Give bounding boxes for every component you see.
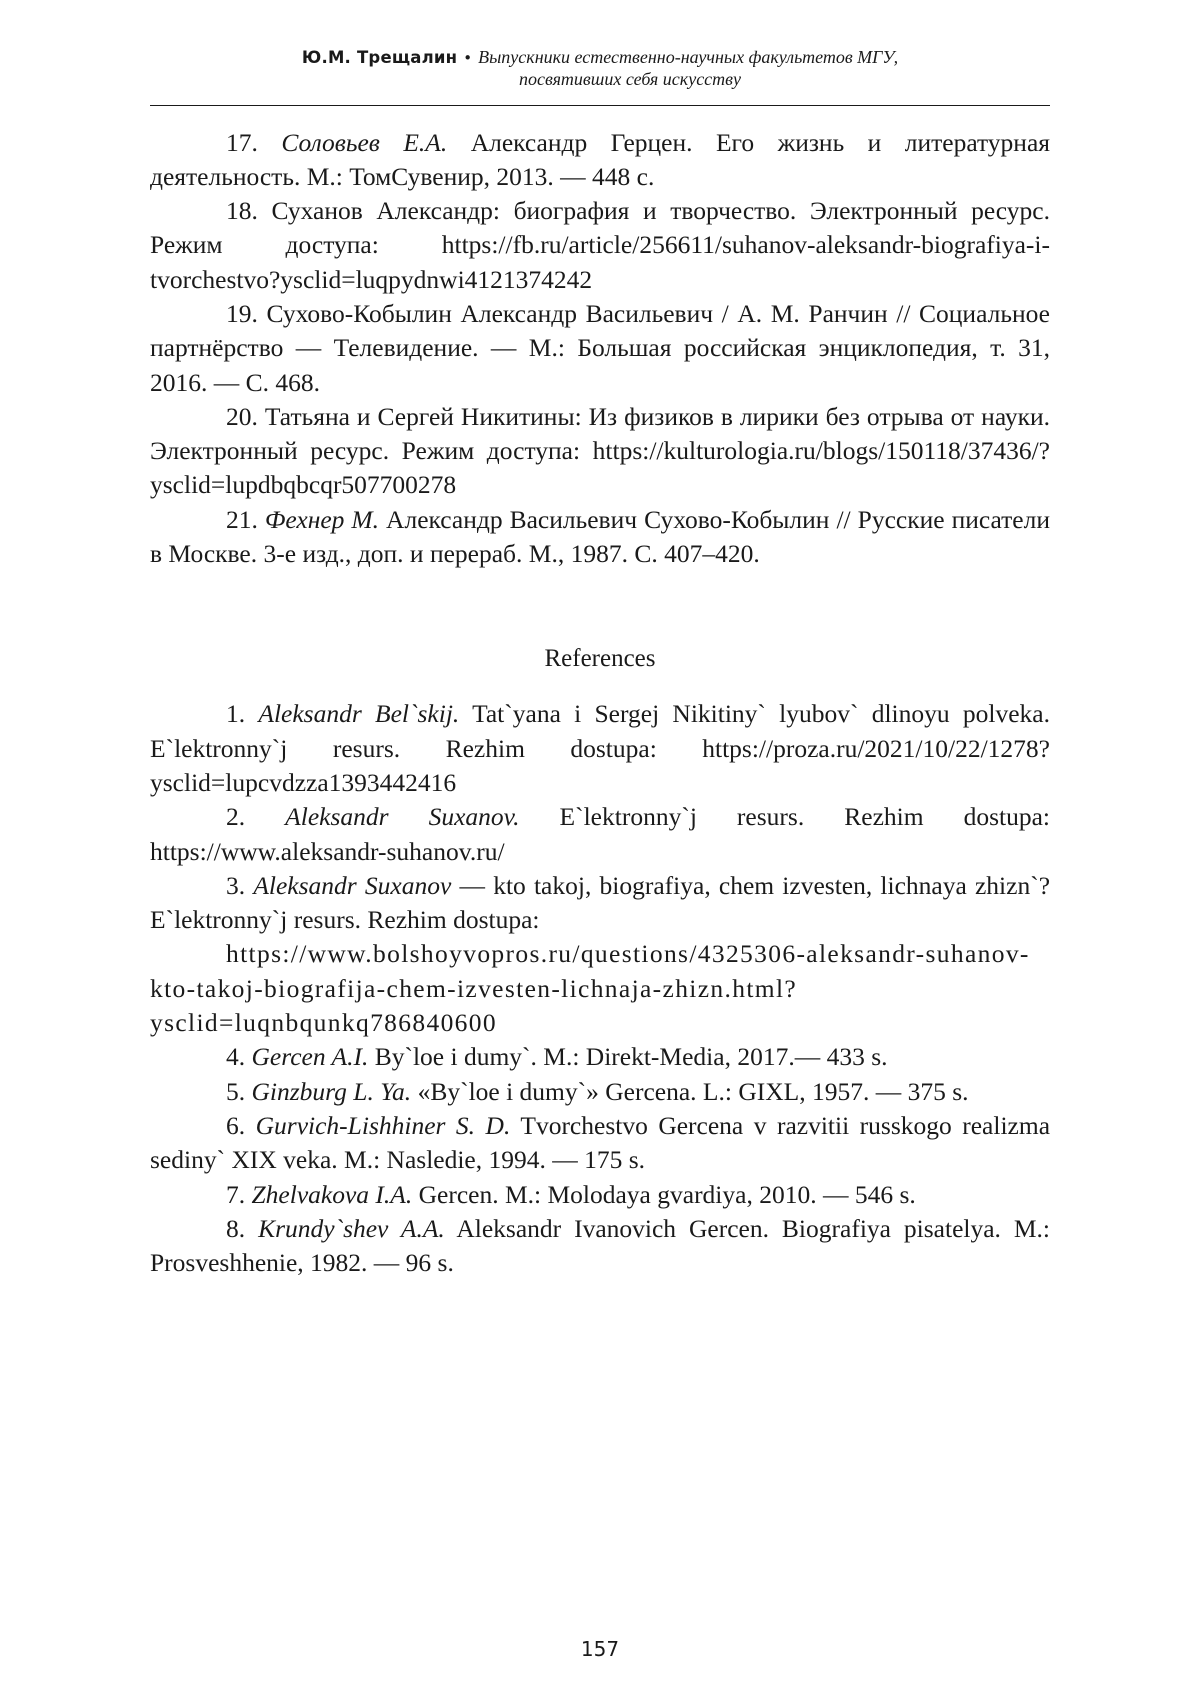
item-number: 5.: [226, 1076, 246, 1106]
references-heading: References: [544, 645, 656, 673]
item-number: 3.: [226, 870, 246, 900]
section-spacer: [150, 673, 1050, 697]
item-number: 20.: [226, 401, 258, 431]
item-number: 2.: [226, 802, 246, 832]
list-item: [150, 697, 1050, 800]
item-number: 18.: [226, 196, 258, 226]
section-spacer: [150, 571, 1050, 645]
item-text: By`loe i dumy`. M.: Direkt-Media, 2017.— 433 s.: [368, 1042, 888, 1072]
item-text: Суханов Александр: биография и творчество. Электронный ресурс. Режим доступа: https://fb.ru/article/256611/suhanov-aleksandr-biografiya-i-tvorchestvo?ysclid=luqpydnwi4121374242: [150, 196, 1050, 294]
item-number: 7.: [226, 1179, 246, 1209]
item-author: Ginzburg L. Ya.: [251, 1076, 412, 1106]
list-item: [150, 800, 1050, 869]
item-author: Aleksandr Bel`skij.: [258, 699, 460, 729]
item-text: Tat`yana i Sergej Nikitiny` lyubov` dlinoyu polveka. E`lektronny`j resurs. Rezhim dostupa: https://proza.ru/2021/10/22/1278?ysclid=lupcvdzza1393442416: [150, 699, 1050, 797]
references-en-list: [150, 697, 1050, 1280]
item-text: «By`loe i dumy`» Gercena. L.: GIXL, 1957. — 375 s.: [411, 1076, 969, 1106]
item-author: Gercen A.I.: [251, 1042, 369, 1072]
item-author: Zhelvakova I.A.: [251, 1179, 413, 1209]
item-author: Krundy`shev A.A.: [258, 1213, 445, 1243]
list-item: [150, 194, 1050, 297]
item-number: 6.: [226, 1110, 246, 1140]
list-item: [150, 1040, 1050, 1074]
item-author: Aleksandr Suxanov.: [285, 802, 520, 832]
item-text: Gercen. M.: Molodaya gvardiya, 2010. — 546 s.: [412, 1179, 916, 1209]
running-head-title-line2: посвятивших себя искусству: [519, 68, 741, 89]
list-item: [150, 869, 1050, 938]
item-text: Aleksandr Ivanovich Gercen. Biografiya pisatelya. M.: Prosveshhenie, 1982. — 96 s.: [150, 1213, 1051, 1278]
list-item: [150, 1178, 1050, 1212]
list-item: [150, 400, 1050, 503]
item-number: 21.: [226, 504, 258, 534]
bibliography-ru-list: [150, 126, 1050, 572]
item-number: 4.: [226, 1042, 246, 1072]
running-head-separator: •: [463, 49, 473, 67]
running-head-title-line1: Выпускники естественно-научных факультетов МГУ,: [478, 47, 899, 67]
page-number: 157: [580, 1637, 620, 1661]
item-number: 1.: [226, 699, 246, 729]
running-head: [150, 46, 1050, 92]
item-text: Александр Васильевич Сухово-Кобылин // Русские писатели в Москве. 3-е изд., доп. и перераб. М., 1987. С. 407–420.: [150, 504, 1050, 569]
item-text: Сухово-Кобылин Александр Васильевич / А. М. Ранчин // Социальное партнёрство — Телевидение. — М.: Большая российская энциклопедия, т. 31, 2016. — С. 468.: [150, 298, 1050, 397]
list-item-continuation: https://www.bolshoyvopros.ru/questions/4325306-aleksandr-suhanov-kto-takoj-biografija-chem-izvesten-lichnaja-zhizn.html?ysclid=luqnbqunkq786840600: [150, 939, 1030, 1038]
item-number: 17.: [226, 127, 258, 157]
item-author: Gurvich-Lishhiner S. D.: [255, 1110, 511, 1140]
list-item: [150, 503, 1050, 572]
item-author: Фехнер М.: [264, 504, 380, 534]
running-head-author: Ю.М. Трещалин: [301, 48, 458, 67]
header-divider: [150, 105, 1050, 106]
item-number: 8.: [226, 1213, 246, 1243]
item-text: E`lektronny`j resurs. Rezhim dostupa: https://www.aleksandr-suhanov.ru/: [150, 802, 1051, 866]
item-text: — kto takoj, biografiya, chem izvesten, lichnaya zhizn`? E`lektronny`j resurs. Rezhim dostupa:: [150, 870, 1051, 935]
item-author: Aleksandr Suxanov: [253, 870, 452, 900]
item-text: Александр Герцен. Его жизнь и литературная деятельность. М.: ТомСувенир, 2013. — 448 с.: [150, 127, 1050, 191]
item-text: Татьяна и Сергей Никитины: Из физиков в лирики без отрыва от науки. Электронный ресурс. Режим доступа: https://kulturologia.ru/blogs/150118/37436/?ysclid=lupdbqbcqr507700278: [150, 401, 1050, 500]
list-item: [150, 1075, 1050, 1109]
item-number: 19.: [226, 298, 258, 328]
list-item: [150, 126, 1050, 195]
item-author: Соловьев Е.А.: [281, 127, 448, 157]
list-item: [150, 1109, 1050, 1178]
list-item: [150, 1212, 1050, 1281]
item-text: Tvorchestvo Gercena v razvitii russkogo realizma sediny` XIX veka. M.: Nasledie, 1994. — 175 s.: [150, 1110, 1051, 1175]
list-item: [150, 297, 1050, 400]
